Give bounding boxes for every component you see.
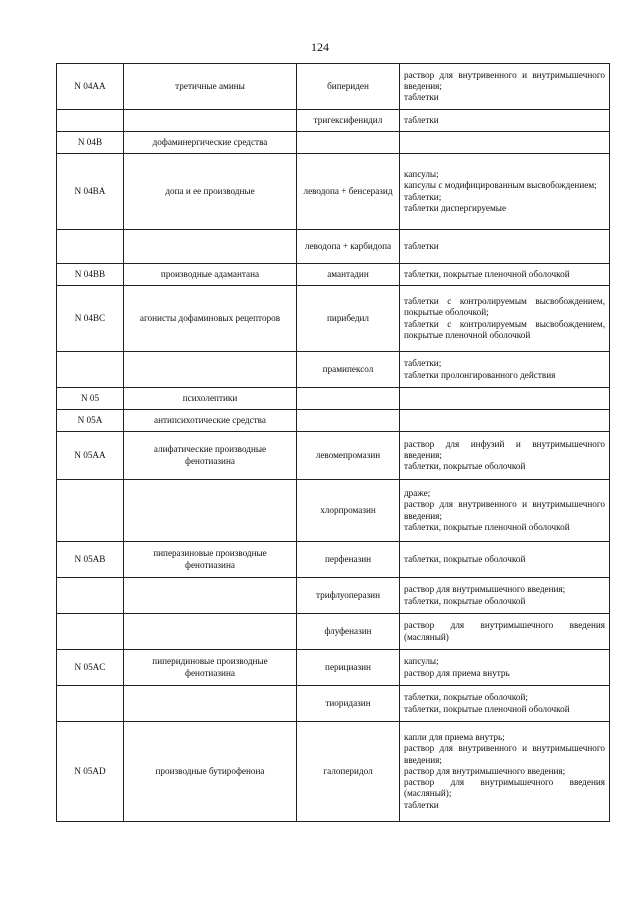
- atc-code-cell: [57, 352, 124, 388]
- dosage-forms-cell: [400, 686, 610, 722]
- group-name-cell: третичные амины: [124, 64, 297, 110]
- group-name-cell: пиперидиновые производные фенотиазина: [124, 650, 297, 686]
- atc-code-cell: N 05AC: [57, 650, 124, 686]
- atc-code-cell: N 04AA: [57, 64, 124, 110]
- drug-name-cell: [297, 410, 400, 432]
- table-row: [57, 578, 610, 614]
- table-row: [57, 480, 610, 542]
- drug-name-cell: амантадин: [297, 264, 400, 286]
- table-row: [57, 542, 610, 578]
- dosage-forms-cell: [400, 578, 610, 614]
- atc-code-cell: N 04BB: [57, 264, 124, 286]
- dosage-form: таблетки: [404, 240, 439, 251]
- dosage-form: капсулы с модифицированным высвобождением;: [404, 180, 597, 191]
- dosage-forms-cell: [400, 388, 610, 410]
- table-row: [57, 432, 610, 480]
- table-body: [57, 64, 610, 822]
- dosage-form: раствор для инфузий и внутримышечного введения;: [404, 438, 605, 460]
- dosage-form: таблетки: [404, 92, 439, 103]
- atc-code-cell: [57, 110, 124, 132]
- table-row: [57, 230, 610, 264]
- atc-code-cell: [57, 230, 124, 264]
- dosage-form: раствор для внутримышечного введения (масляный);: [404, 777, 605, 799]
- table-row: [57, 264, 610, 286]
- dosage-form: раствор для внутривенного и внутримышечного введения;: [404, 743, 605, 765]
- atc-code-cell: N 05AA: [57, 432, 124, 480]
- group-name-cell: антипсихотические средства: [124, 410, 297, 432]
- group-name-cell: [124, 230, 297, 264]
- dosage-form: раствор для внутримышечного введения;: [404, 765, 566, 776]
- dosage-form: таблетки с контролируемым высвобождением, покрытые оболочкой;: [404, 296, 605, 318]
- atc-code-cell: N 05AB: [57, 542, 124, 578]
- dosage-forms-cell: [400, 432, 610, 480]
- group-name-cell: [124, 480, 297, 542]
- dosage-form: таблетки, покрытые оболочкой: [404, 595, 526, 606]
- dosage-form: капли для приема внутрь;: [404, 732, 505, 743]
- dosage-form: раствор для внутримышечного введения (масляный): [404, 620, 605, 642]
- dosage-form: таблетки, покрытые оболочкой;: [404, 692, 528, 703]
- dosage-forms-cell: [400, 132, 610, 154]
- dosage-forms-cell: [400, 230, 610, 264]
- group-name-cell: психолептики: [124, 388, 297, 410]
- drug-name-cell: трифлуоперазин: [297, 578, 400, 614]
- dosage-form: раствор для внутривенного и внутримышечного введения;: [404, 69, 605, 91]
- group-name-cell: агонисты дофаминовых рецепторов: [124, 286, 297, 352]
- group-name-cell: пиперазиновые производные фенотиазина: [124, 542, 297, 578]
- group-name-cell: [124, 352, 297, 388]
- atc-code-cell: N 05A: [57, 410, 124, 432]
- drug-name-cell: тригексифенидил: [297, 110, 400, 132]
- drug-name-cell: [297, 388, 400, 410]
- drug-name-cell: пирибедил: [297, 286, 400, 352]
- page-number: 124: [311, 40, 329, 54]
- drug-name-cell: перфеназин: [297, 542, 400, 578]
- dosage-form: таблетки с контролируемым высвобождением, покрытые пленочной оболочкой: [404, 318, 605, 340]
- group-name-cell: [124, 578, 297, 614]
- table-row: [57, 650, 610, 686]
- table-row: [57, 686, 610, 722]
- group-name-cell: допа и ее производные: [124, 154, 297, 230]
- drug-name-cell: левомепромазин: [297, 432, 400, 480]
- dosage-forms-cell: [400, 542, 610, 578]
- dosage-form: капсулы;: [404, 169, 439, 180]
- dosage-forms-cell: [400, 264, 610, 286]
- dosage-form: таблетки, покрытые оболочкой: [404, 461, 526, 472]
- atc-code-cell: N 04BA: [57, 154, 124, 230]
- dosage-form: раствор для приема внутрь: [404, 667, 510, 678]
- dosage-forms-cell: [400, 110, 610, 132]
- drug-table: [56, 63, 610, 822]
- table-row: [57, 614, 610, 650]
- drug-name-cell: [297, 132, 400, 154]
- atc-code-cell: N 05: [57, 388, 124, 410]
- group-name-cell: дофаминергические средства: [124, 132, 297, 154]
- group-name-cell: производные адамантана: [124, 264, 297, 286]
- dosage-form: таблетки, покрытые пленочной оболочкой: [404, 703, 570, 714]
- dosage-form: таблетки, покрытые пленочной оболочкой: [404, 521, 570, 532]
- atc-code-cell: [57, 480, 124, 542]
- dosage-form: капсулы;: [404, 656, 439, 667]
- atc-code-cell: [57, 686, 124, 722]
- dosage-form: таблетки;: [404, 358, 442, 369]
- group-name-cell: [124, 686, 297, 722]
- atc-code-cell: [57, 578, 124, 614]
- dosage-forms-cell: [400, 286, 610, 352]
- drug-name-cell: перициазин: [297, 650, 400, 686]
- drug-name-cell: хлорпромазин: [297, 480, 400, 542]
- dosage-forms-cell: [400, 650, 610, 686]
- drug-name-cell: флуфеназин: [297, 614, 400, 650]
- atc-code-cell: [57, 614, 124, 650]
- group-name-cell: [124, 614, 297, 650]
- table-row: [57, 110, 610, 132]
- dosage-forms-cell: [400, 722, 610, 822]
- drug-name-cell: галоперидол: [297, 722, 400, 822]
- dosage-form: таблетки пролонгированного действия: [404, 369, 556, 380]
- dosage-form: таблетки: [404, 799, 439, 810]
- table-row: [57, 722, 610, 822]
- drug-name-cell: прамипексол: [297, 352, 400, 388]
- drug-name-cell: бипериден: [297, 64, 400, 110]
- group-name-cell: алифатические производные фенотиазина: [124, 432, 297, 480]
- drug-name-cell: леводопа + бенсеразид: [297, 154, 400, 230]
- atc-code-cell: N 04BC: [57, 286, 124, 352]
- group-name-cell: [124, 110, 297, 132]
- table-row: [57, 286, 610, 352]
- drug-name-cell: тиоридазин: [297, 686, 400, 722]
- table-row: [57, 388, 610, 410]
- dosage-form: таблетки диспергируемые: [404, 202, 507, 213]
- dosage-form: раствор для внутримышечного введения;: [404, 584, 566, 595]
- dosage-forms-cell: [400, 352, 610, 388]
- table-row: [57, 410, 610, 432]
- table-row: [57, 154, 610, 230]
- atc-code-cell: N 04B: [57, 132, 124, 154]
- dosage-forms-cell: [400, 410, 610, 432]
- table-row: [57, 132, 610, 154]
- dosage-form: таблетки, покрытые пленочной оболочкой: [404, 268, 570, 279]
- dosage-forms-cell: [400, 480, 610, 542]
- dosage-form: раствор для внутривенного и внутримышечного введения;: [404, 499, 605, 521]
- dosage-form: таблетки;: [404, 191, 442, 202]
- dosage-forms-cell: [400, 64, 610, 110]
- dosage-forms-cell: [400, 614, 610, 650]
- table-row: [57, 352, 610, 388]
- dosage-form: таблетки: [404, 114, 439, 125]
- drug-name-cell: леводопа + карбидопа: [297, 230, 400, 264]
- dosage-forms-cell: [400, 154, 610, 230]
- atc-code-cell: N 05AD: [57, 722, 124, 822]
- dosage-form: таблетки, покрытые оболочкой: [404, 553, 526, 564]
- group-name-cell: производные бутирофенона: [124, 722, 297, 822]
- table-row: [57, 64, 610, 110]
- dosage-form: драже;: [404, 488, 431, 499]
